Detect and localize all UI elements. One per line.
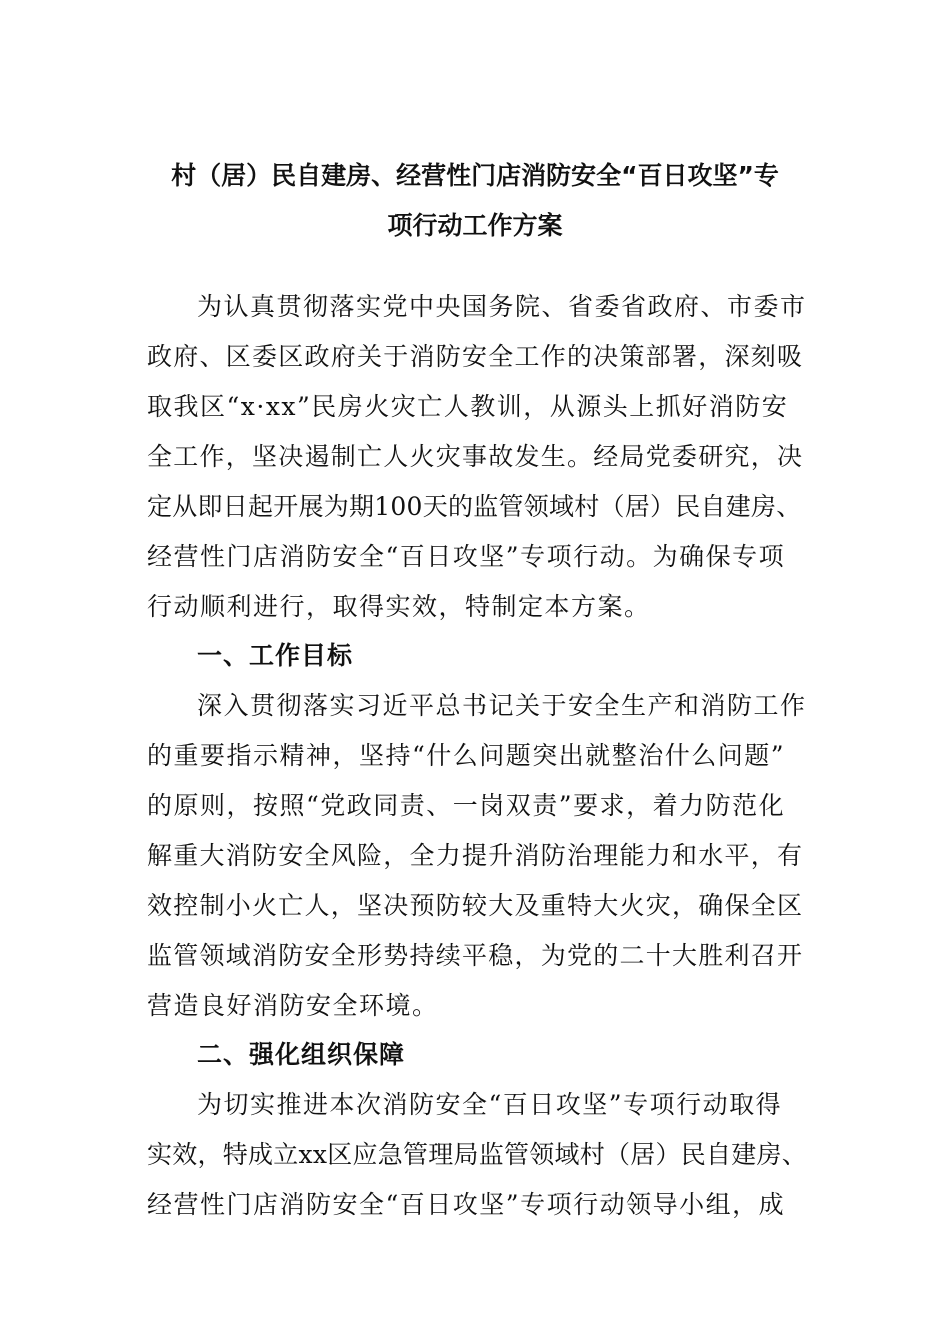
intro-line-4: 全工作，坚决遏制亡人火灾事故发生。经局党委研究，决 [147, 442, 804, 471]
section-2-heading: 二、强化组织保障 [197, 1040, 406, 1069]
section-1-line-1: 深入贯彻落实习近平总书记关于安全生产和消防工作 [197, 691, 807, 720]
intro-line-3: 取我区“x·xx”民房火灾亡人教训，从源头上抓好消防安 [147, 392, 789, 421]
section-1-line-2: 的重要指示精神，坚持“什么问题突出就整治什么问题” [147, 741, 786, 770]
intro-line-2: 政府、区委区政府关于消防安全工作的决策部署，深刻吸 [147, 342, 804, 371]
section-2-line-1: 为切实推进本次消防安全“百日攻坚”专项行动取得 [197, 1090, 783, 1119]
section-2-line-2: 实效，特成立xx区应急管理局监管领域村（居）民自建房、 [147, 1140, 807, 1169]
section-1-heading: 一、工作目标 [197, 641, 354, 670]
intro-line-5: 定从即日起开展为期100天的监管领域村（居）民自建房、 [147, 492, 802, 521]
document-title-line-2: 项行动工作方案 [387, 211, 563, 240]
document-title-line-1: 村（居）民自建房、经营性门店消防安全“百日攻坚”专 [171, 161, 779, 190]
section-1-line-5: 效控制小火亡人，坚决预防较大及重特大火灾，确保全区 [147, 891, 804, 920]
section-1-line-7: 营造良好消防安全环境。 [147, 991, 439, 1020]
intro-line-6: 经营性门店消防安全“百日攻坚”专项行动。为确保专项 [147, 542, 786, 571]
section-2-line-3: 经营性门店消防安全“百日攻坚”专项行动领导小组，成 [147, 1190, 786, 1219]
intro-line-7: 行动顺利进行，取得实效，特制定本方案。 [147, 592, 651, 621]
intro-line-1: 为认真贯彻落实党中央国务院、省委省政府、市委市 [197, 292, 807, 321]
section-1-line-6: 监管领域消防安全形势持续平稳，为党的二十大胜利召开 [147, 941, 804, 970]
section-1-line-3: 的原则，按照“党政同责、一岗双责”要求，着力防范化 [147, 791, 786, 820]
section-1-line-4: 解重大消防安全风险，全力提升消防治理能力和水平，有 [147, 841, 804, 870]
